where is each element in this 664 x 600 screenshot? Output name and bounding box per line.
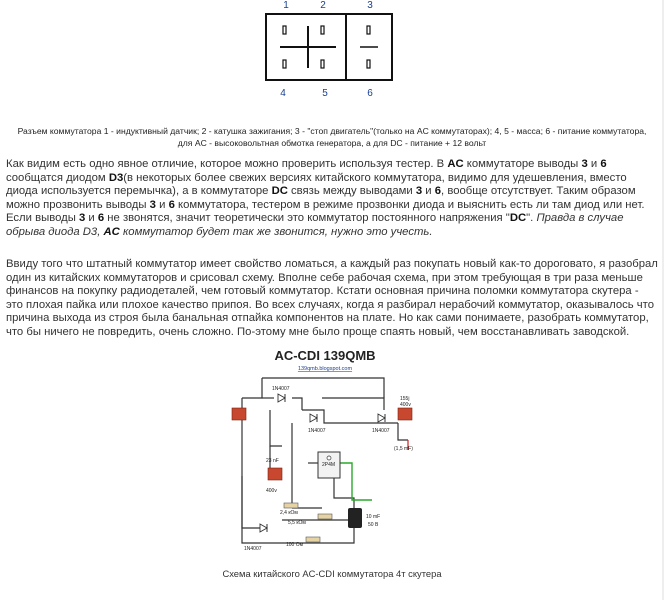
label-r1: 2,4 кОм	[280, 510, 298, 516]
schematic-caption: Схема китайского AC-CDI коммутатора 4т скутера	[222, 568, 442, 579]
pin-label-5: 5	[322, 88, 328, 99]
paragraph-tester-check: Как видим есть одно явное отличие, которое можно проверить используя тестер. В AC коммутаторе выводы 3 и 6 сообщатся диодом D3(в некоторых более свежих версиях китайского коммутатора, видимо для удешевления, вместо диода используется перемычка), а в коммутаторе DC связь между выводами 3 и 6, вообще отсутствует. Таким образом можно прозвонить выводы 3 и 6 коммутатора, тестером в режиме прозвонки диода и выяснить есть ли там диод или нет. Если выводы 3 и 6 не звонятся, значит теоретически это коммутатор постоянного напряжения "DC". Правда в случае обрыва диода D3, AC коммутатор будет так же звонится, нужно это учесть.	[6, 158, 645, 238]
label-d-right: 1N4007	[372, 428, 390, 434]
label-elec-a: 10 mF	[366, 514, 381, 520]
label-r2: 5,5 кОм	[288, 520, 306, 526]
label-elec-b: 50 B	[368, 522, 379, 528]
label-cap-big-a: 155j	[400, 396, 410, 402]
label-d-mid: 1N4007	[308, 428, 326, 434]
label-d-bottom: 1N4007	[244, 546, 262, 552]
label-cap-big-b: 400v	[400, 402, 411, 408]
connector-pinout-diagram	[258, 0, 398, 110]
connector-caption-line2: для AC - высоковольтная обмотка генератора, а для DC - питание + 12 вольт	[177, 138, 487, 148]
label-thyristor: 2P4M	[322, 462, 336, 468]
pin-label-4: 4	[280, 88, 286, 99]
label-cap-big-val: (1,5 mF)	[394, 446, 413, 452]
cdi-schematic	[222, 348, 428, 558]
pin-label-1: 1	[283, 0, 289, 11]
schematic-title: AC-CDI 139QMB	[274, 348, 376, 363]
pin-label-3: 3	[367, 0, 373, 11]
label-r3: 100 Ом	[286, 542, 304, 548]
schematic-subtitle: 139qmb.blogspot.com	[297, 366, 353, 372]
paragraph-schematic-intro: Ввиду того что штатный коммутатор имеет свойство ломаться, а каждый раз покупать новый как-то дороговато, я разобрал один из китайских коммутаторов и срисовал схему. Вполне себе рабочая схема, при этом требующая в три раза меньше финансов на покупку радиодеталей, чем готовый коммутатор. Кстати основная причина поломки коммутатора скутера - это плохая пайка или плохое качество припоя. Во всех случаях, когда я разбирал нерабочий коммутатор, оказывалось что причина выхода из строя была банальная отпайка компонентов на плате. Но как сами понимаете, разобрать коммутатор, что бы ничего не повредить, очень сложно. По-этому мне было проще спаять новый, чем восстанавливать заводской.	[6, 258, 658, 338]
connector-caption	[6, 125, 658, 149]
label-cap-mid-a: 23 nF	[266, 458, 279, 464]
label-d-left: 1N4007	[272, 386, 290, 392]
pin-label-2: 2	[320, 0, 326, 11]
pin-label-6: 6	[367, 88, 373, 99]
label-cap-mid-b: 400v	[266, 488, 277, 494]
connector-caption-line1: Разъем коммутатора 1 - индуктивный датчик; 2 - катушка зажигания; 3 - "стоп двигатель"(только на AC коммутаторах); 4, 5 - масса; 6 - питание коммутатора,	[17, 126, 647, 136]
